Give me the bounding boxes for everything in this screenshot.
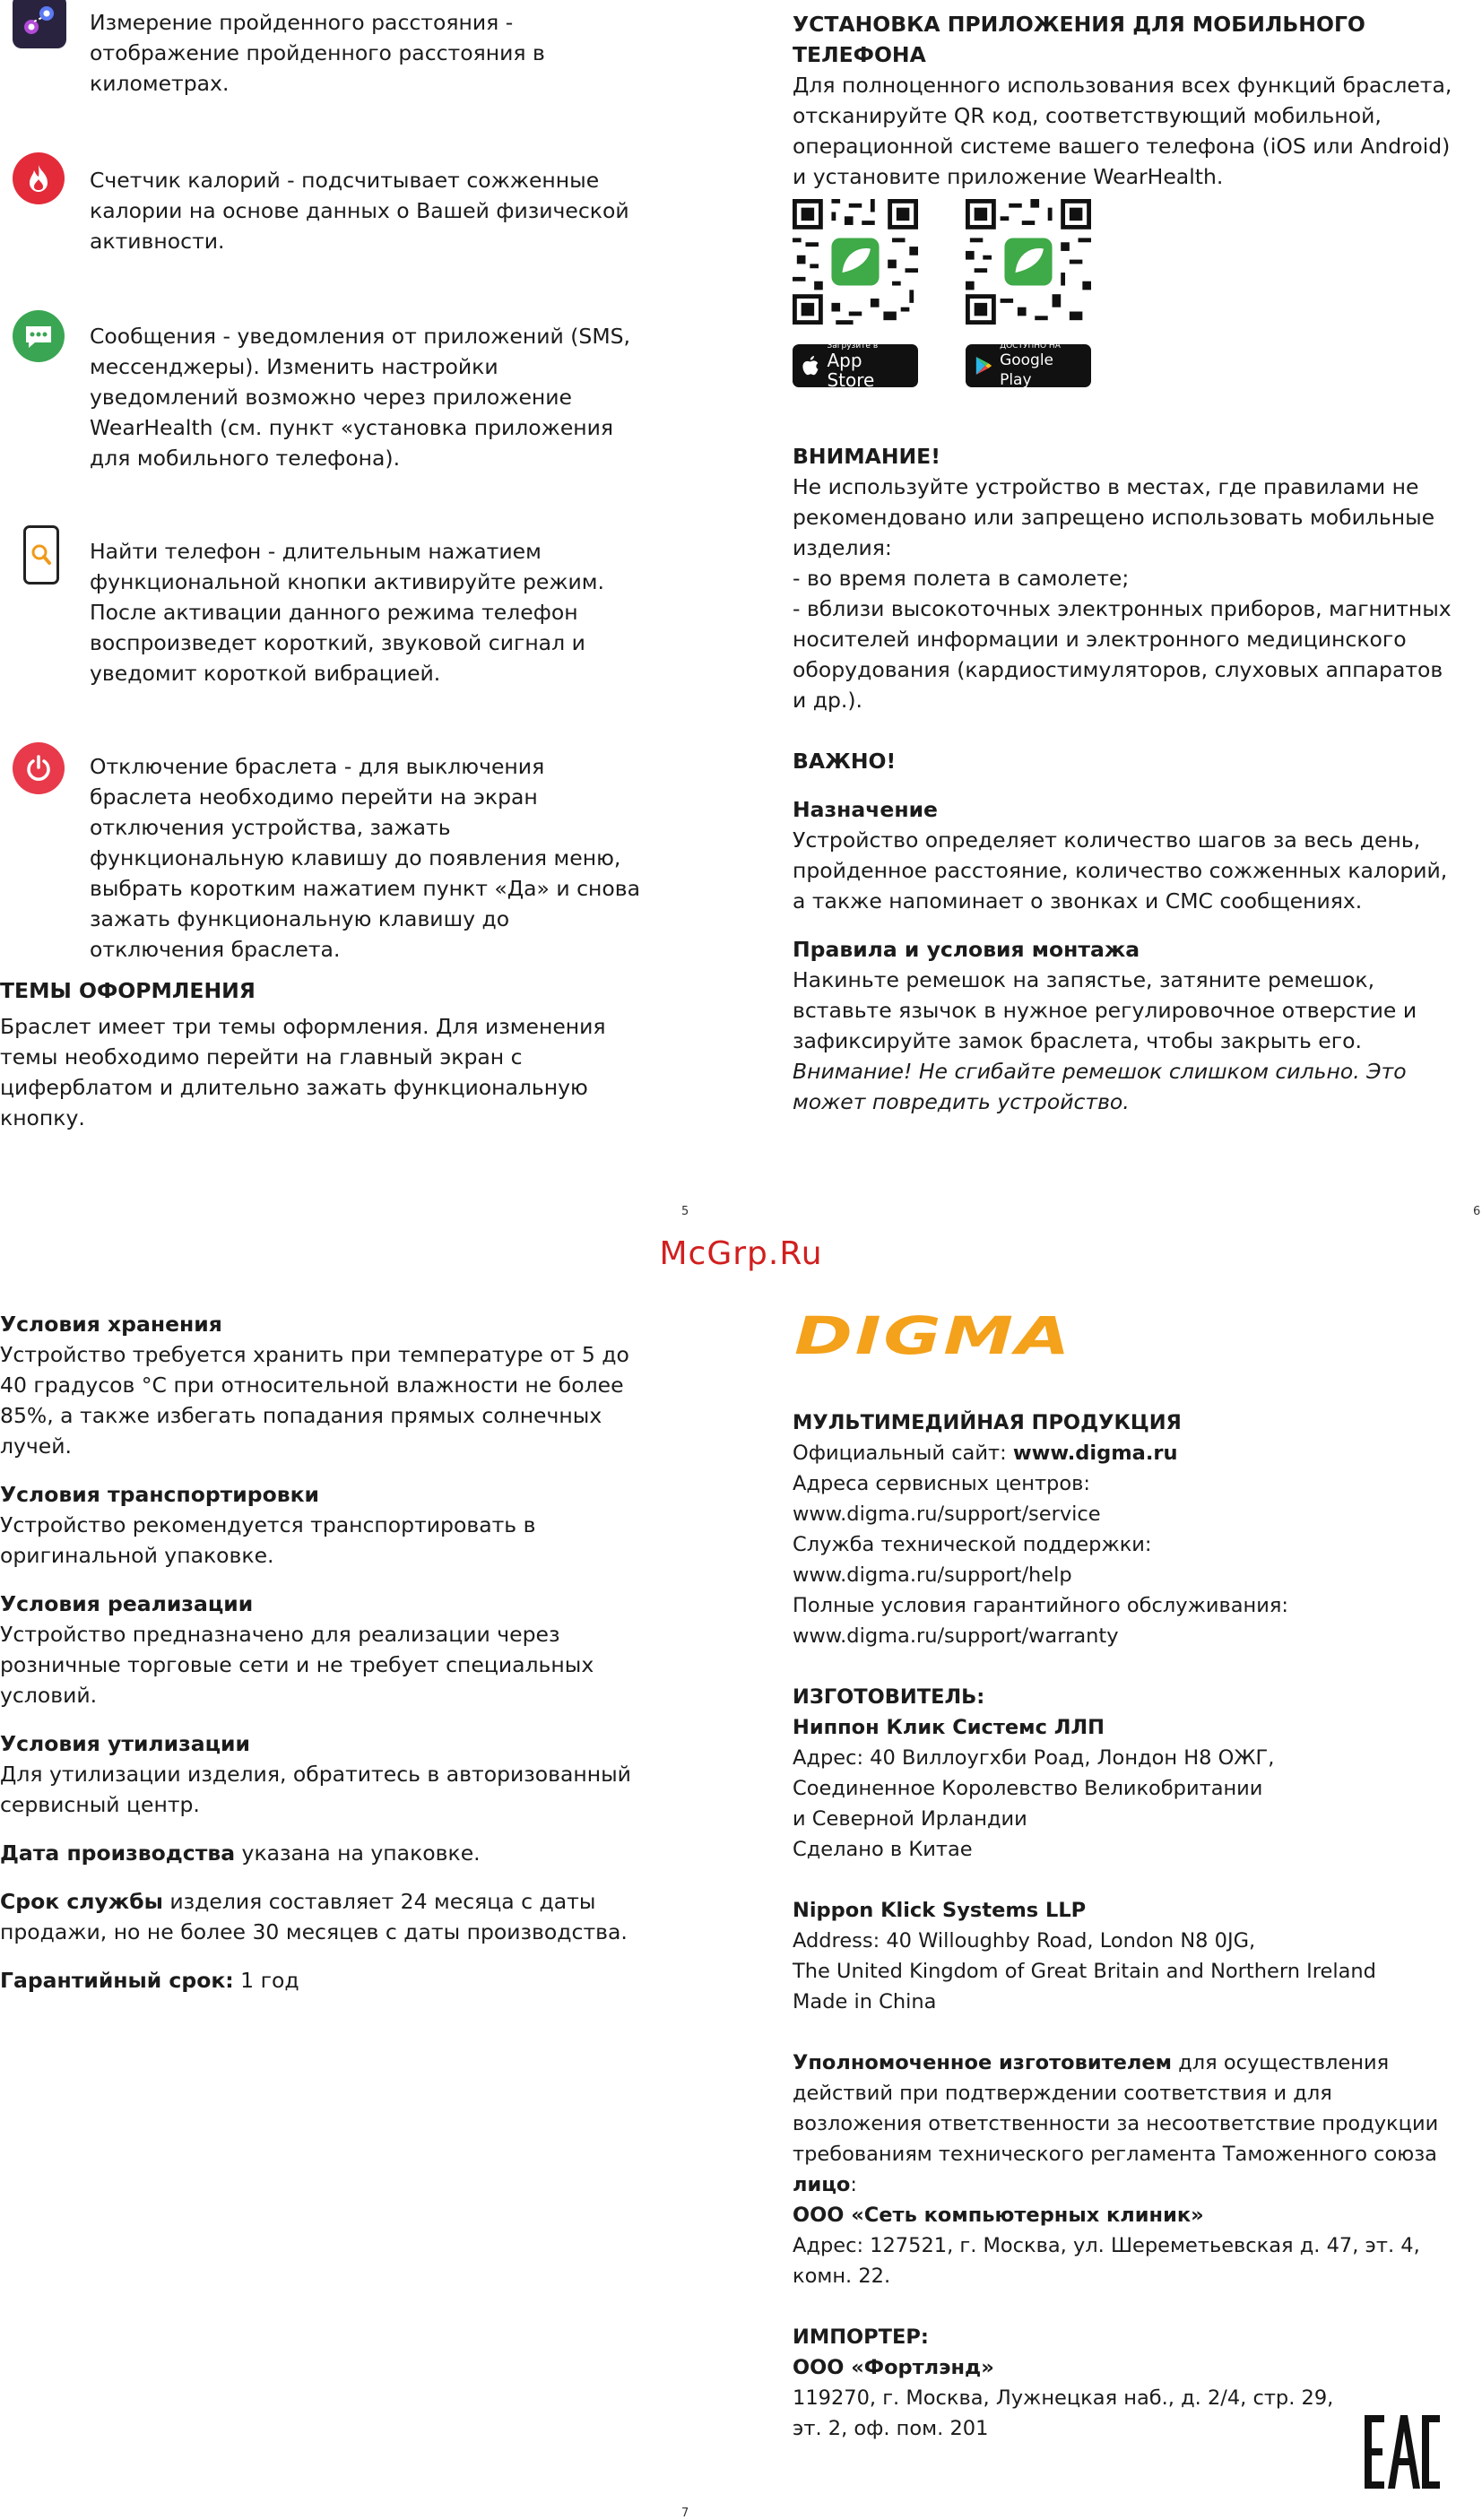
badge-small-text: Загрузите в <box>827 342 879 351</box>
inline-text: : <box>850 2173 857 2196</box>
section-heading: УСТАНОВКА ПРИЛОЖЕНИЯ ДЛЯ МОБИЛЬНОГО ТЕЛЕФОНА <box>793 12 1365 67</box>
badge-small-text: ДОСТУПНО НА <box>1000 342 1061 351</box>
company-name: Ниппон Клик Системс ЛЛП <box>793 1716 1105 1739</box>
address-line: The United Kingdom of Great Britain and Northern Ireland <box>793 1960 1376 1983</box>
inline-text: 1 год <box>240 1968 299 1993</box>
warranty-link[interactable]: www.digma.ru/support/warranty <box>793 1624 1119 1648</box>
subsection-title: Условия утилизации <box>0 1731 250 1756</box>
site-link[interactable]: www.digma.ru <box>1012 1442 1178 1465</box>
qr-code-ios[interactable] <box>793 199 918 325</box>
google-play-icon <box>975 355 992 377</box>
feature-text: Найти телефон - длительным нажатием функциональной кнопки активируйте режим. После активации данного режима телефон воспроизведет короткий, звуковой сигнал и уведомит короткой вибрацией. <box>90 539 604 686</box>
page-number: 6 <box>1473 1205 1481 1218</box>
apple-icon <box>802 354 819 377</box>
production-date <box>0 1838 646 1868</box>
section-text: Устройство определяет количество шагов за весь день, пройденное расстояние, количество сожженных калорий, а также напоминает о звонках и СМС сообщениях. <box>793 827 1448 914</box>
badge-big-text: App Store <box>827 350 875 391</box>
inline-title: Дата производства <box>0 1840 236 1866</box>
subsection-title: Условия реализации <box>0 1591 254 1616</box>
feature-text: Счетчик калорий - подсчитывает сожженные калории на основе данных о Вашей физической активности. <box>90 168 629 254</box>
section-text: Для утилизации изделия, обратитесь в авторизованный сервисный центр. <box>0 1762 631 1817</box>
distance-icon <box>13 0 66 48</box>
warranty-period <box>0 1965 646 1996</box>
inline-text: указана на упаковке. <box>241 1840 481 1866</box>
address-line: 119270, г. Москва, Лужнецкая наб., д. 2/4, стр. 29, <box>793 2386 1334 2410</box>
find-phone-icon <box>23 525 59 585</box>
subsection-title: Правила и условия монтажа <box>793 937 1140 962</box>
page-number: 7 <box>681 2507 689 2520</box>
install-section <box>793 9 1456 192</box>
address-line: Соединенное Королевство Великобритании <box>793 1777 1263 1800</box>
address-line: и Северной Ирландии <box>793 1807 1027 1831</box>
company-name: ООО «Фортлэнд» <box>793 2356 994 2379</box>
digma-logo <box>793 1309 1079 1363</box>
flame-icon <box>13 152 65 204</box>
eac-mark-icon <box>1361 2412 1442 2492</box>
section-text: Накиньте ремешок на запястье, затяните ремешок, вставьте язычок в нужное регулировочное отверстие и зафиксируйте замок браслета, чтобы закрыть его. <box>793 967 1417 1053</box>
page-number: 5 <box>681 1205 689 1218</box>
service-life <box>0 1886 646 1947</box>
brand-section <box>793 1407 1456 2444</box>
label: Адреса сервисных центров: <box>793 1472 1090 1495</box>
section-heading: ТЕМЫ ОФОРМЛЕНИЯ <box>0 978 256 1003</box>
section-heading: МУЛЬТИМЕДИЙНАЯ ПРОДУКЦИЯ <box>793 1411 1182 1434</box>
inline-title: Уполномоченное изготовителем <box>793 2051 1173 2074</box>
message-icon <box>13 310 65 362</box>
section-text: Для полноценного использования всех функций браслета, отсканируйте QR код, соответствующий мобильной, операционной системе вашего телефона (iOS или Android) и установите приложение WearHealth. <box>793 73 1452 189</box>
inline-text: для осуществления действий при подтверждении соответствия и для возложения ответственности за несоответствие продукции требованиям технического регламента Таможенного союза <box>793 2051 1439 2166</box>
google-play-badge[interactable] <box>966 344 1091 387</box>
address-line: Адрес: 127521, г. Москва, ул. Шереметьевская д. 47, эт. 4, комн. 22. <box>793 2234 1420 2288</box>
section-text: Устройство требуется хранить при температуре от 5 до 40 градусов °С при относительной влажности не более 85%, а также избегать попадания прямых солнечных лучей. <box>0 1342 629 1459</box>
watermark: McGrp.Ru <box>659 1235 823 1272</box>
address-line: эт. 2, оф. пом. 201 <box>793 2417 989 2440</box>
section-text: Не используйте устройство в местах, где правилами не рекомендовано или запрещено использовать мобильные изделия: <box>793 474 1435 560</box>
badge-big-text: Google Play <box>1000 351 1054 389</box>
company-name: ООО «Сеть компьютерных клиник» <box>793 2204 1204 2227</box>
label: Служба технической поддержки: <box>793 1533 1152 1556</box>
subsection-title: Условия транспортировки <box>0 1482 320 1507</box>
subsection-title: Условия хранения <box>0 1312 222 1337</box>
help-link[interactable]: www.digma.ru/support/help <box>793 1563 1072 1587</box>
qr-code-android[interactable] <box>966 199 1091 325</box>
address-line: Address: 40 Willoughby Road, London N8 0JG, <box>793 1929 1256 1953</box>
section-heading: ВАЖНО! <box>793 749 897 774</box>
attention-section <box>793 441 1456 1117</box>
conditions-section <box>0 1309 646 1996</box>
list-item: - во время полета в самолете; <box>793 566 1130 591</box>
site-line <box>793 1438 1456 1468</box>
section-heading: ИМПОРТЕР: <box>793 2325 929 2349</box>
subsection-title: Назначение <box>793 797 938 822</box>
inline-title: Срок службы <box>0 1889 163 1914</box>
warning-text: Внимание! Не сгибайте ремешок слишком сильно. Это может повредить устройство. <box>793 1059 1407 1114</box>
authorized-paragraph <box>793 2048 1456 2200</box>
inline-title: Гарантийный срок: <box>0 1968 234 1993</box>
app-store-badge[interactable] <box>793 342 918 391</box>
address-line: Адрес: 40 Виллоугхби Роад, Лондон Н8 ОЖГ, <box>793 1746 1275 1770</box>
themes-section <box>0 975 646 1133</box>
label: Официальный сайт: <box>793 1442 1007 1465</box>
feature-text: Отключение браслета - для выключения браслета необходимо перейти на экран отключения устройства, зажать функциональную клавишу до появления меню, выбрать коротким нажатием пункт «Да» и снова зажать функциональную клавишу до отключения браслета. <box>90 754 641 962</box>
origin-line: Сделано в Китае <box>793 1838 973 1861</box>
company-name: Nippon Klick Systems LLP <box>793 1899 1087 1922</box>
power-icon <box>13 742 65 794</box>
service-link[interactable]: www.digma.ru/support/service <box>793 1502 1101 1526</box>
list-item: - вблизи высокоточных электронных приборов, магнитных носителей информации и электронного медицинского оборудования (кардиостимуляторов, слуховых аппаратов и др.). <box>793 596 1452 713</box>
section-heading: ИЗГОТОВИТЕЛЬ: <box>793 1685 985 1709</box>
label: Полные условия гарантийного обслуживания: <box>793 1594 1288 1617</box>
inline-text: изделия составляет 24 месяца с даты продажи, но не более 30 месяцев с даты производства. <box>0 1889 628 1944</box>
inline-title: лицо <box>793 2173 851 2196</box>
feature-text: Измерение пройденного расстояния - отображение пройденного расстояния в километрах. <box>90 10 545 96</box>
section-text: Устройство предназначено для реализации через розничные торговые сети и не требует специальных условий. <box>0 1622 594 1708</box>
origin-line: Made in China <box>793 1990 937 2013</box>
logo-text: DIGMA <box>794 1309 1072 1363</box>
section-heading: ВНИМАНИЕ! <box>793 444 940 469</box>
feature-text: Сообщения - уведомления от приложений (SMS, мессенджеры). Изменить настройки уведомлений возможно через приложение WearHealth (см. пункт «установка приложения для мобильного телефона). <box>90 324 630 471</box>
section-text: Браслет имеет три темы оформления. Для изменения темы необходимо перейти на главный экран с циферблатом и длительно зажать функциональную кнопку. <box>0 1014 606 1130</box>
section-text: Устройство рекомендуется транспортировать в оригинальной упаковке. <box>0 1512 536 1568</box>
